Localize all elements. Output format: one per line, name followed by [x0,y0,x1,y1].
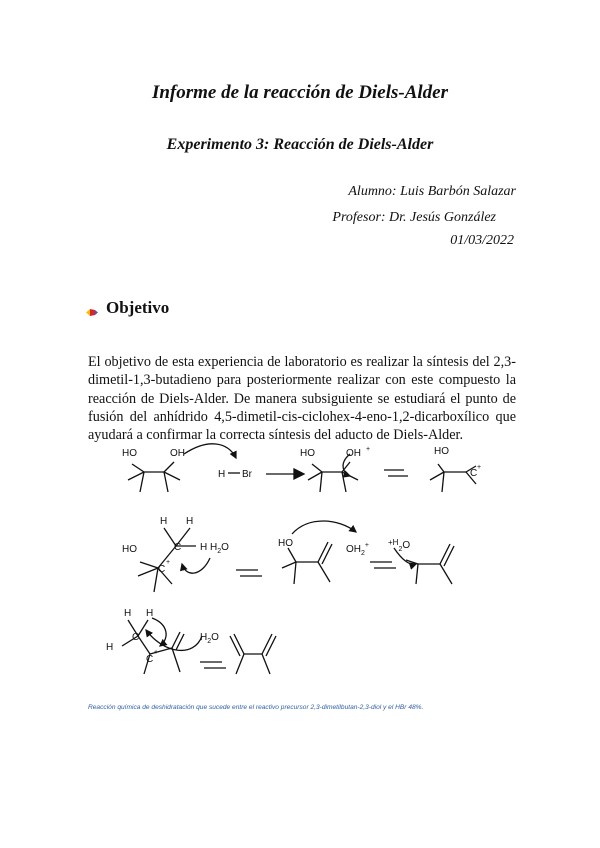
label-h2o-1 [210,542,229,555]
label-oh2-plus: + [366,446,371,453]
label-oh3-sub: 2 [361,550,365,557]
label-h2o-plus-h: +H [388,538,399,547]
label-c-3-plus: + [166,559,171,566]
label-ho-3: HO [434,446,449,457]
label-h-3: H [186,516,194,527]
label-c-1-plus: + [477,464,482,471]
label-h-2: H [160,516,168,527]
label-h-5: H [124,608,132,619]
label-h2o-2-sub: 2 [207,638,212,645]
professor-name: Profesor: Dr. Jesús González [332,210,496,225]
report-date: 01/03/2022 [450,233,514,248]
figure-caption: Reacción química de deshidratación que sucede entre el reactivo precursor 2,3-dimetilbutan-2,3-diol y el HBr 48%. [88,704,424,711]
reaction-scheme [98,436,518,698]
label-c-3: C [158,564,166,575]
label-c-1: C [470,468,478,479]
label-br: Br [242,469,252,480]
label-oh2: OH [346,448,361,459]
label-h2o-plus [388,538,410,553]
report-title: Informe de la reacción de Diels-Alder [151,82,449,103]
label-h-1: H [218,469,226,480]
label-c-4: C [132,632,140,643]
label-h2o-plus-sub: 2 [398,546,403,553]
section-heading [86,298,169,318]
objective-paragraph: El objetivo de esta experiencia de laboratorio es realizar la síntesis del 2,3-dimetil-1,3-butadieno para posteriormente realizar con este compuesto la reacción de Diels-Alder. De manera subsiguiente se estudiará el punto de fusión del anhídrido 4,5-dimetil-cis-ciclohex-4-eno-1,2-dicarboxílico que ayudará a confirmar la correcta síntesis del aducto de Diels-Alder. [88,354,516,443]
label-ho-2: HO [300,448,315,459]
label-h-7: H [106,642,114,653]
label-ho-1: HO [122,448,137,459]
label-oh-1: OH [170,448,185,459]
diamond-bullet-icon [86,304,98,313]
label-h-6: H [146,608,154,619]
label-h2o-2 [200,632,219,645]
label-ho-4: HO [122,544,137,555]
label-h2o-2-o: O [211,632,219,643]
label-h2o-1-sub: 2 [217,548,222,555]
label-h2o-2-h: H [200,632,208,643]
section-title: Objetivo [106,298,170,317]
label-h2o-1-h: H [210,542,218,553]
label-oh3-plus: + [364,542,369,549]
experiment-subtitle: Experimento 3: Reacción de Diels-Alder [166,136,434,153]
label-oh3 [346,542,369,557]
label-oh3-oh: OH [346,544,361,555]
label-ho-5: HO [278,538,293,549]
label-h-4: H [200,542,208,553]
label-h2o-plus-o: O [402,540,411,551]
student-name: Alumno: Luis Barbón Salazar [348,184,516,199]
label-c-5: C [146,654,154,665]
label-h2o-1-o: O [221,542,229,553]
label-c-5-plus: + [154,649,159,656]
label-c-2: C [174,542,182,553]
